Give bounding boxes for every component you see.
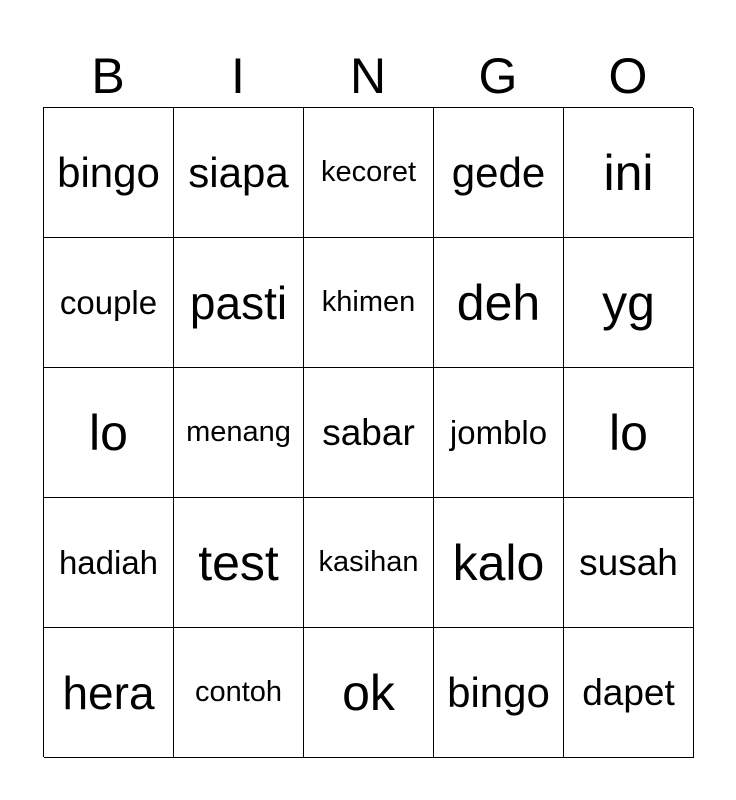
bingo-cell[interactable]: lo — [564, 368, 694, 498]
bingo-header — [43, 44, 693, 108]
bingo-cell[interactable]: bingo — [44, 108, 174, 238]
bingo-cell[interactable]: ini — [564, 108, 694, 238]
bingo-cell[interactable]: hera — [44, 628, 174, 758]
bingo-cell[interactable]: sabar — [304, 368, 434, 498]
bingo-cell[interactable]: yg — [564, 238, 694, 368]
bingo-board — [43, 107, 693, 757]
bingo-cell[interactable]: hadiah — [44, 498, 174, 628]
bingo-cell[interactable]: menang — [174, 368, 304, 498]
header-letter-o: O — [608, 48, 648, 104]
bingo-cell[interactable]: lo — [44, 368, 174, 498]
header-letter-g: G — [478, 48, 518, 104]
bingo-cell[interactable]: susah — [564, 498, 694, 628]
bingo-cell[interactable]: dapet — [564, 628, 694, 758]
bingo-cell[interactable]: khimen — [304, 238, 434, 368]
bingo-cell[interactable]: deh — [434, 238, 564, 368]
bingo-cell[interactable]: kalo — [434, 498, 564, 628]
header-letter-n: N — [349, 48, 387, 104]
bingo-cell[interactable]: gede — [434, 108, 564, 238]
bingo-cell[interactable]: siapa — [174, 108, 304, 238]
bingo-cell[interactable]: jomblo — [434, 368, 564, 498]
bingo-cell[interactable]: kasihan — [304, 498, 434, 628]
header-letter-i: I — [231, 48, 245, 104]
bingo-cell[interactable]: couple — [44, 238, 174, 368]
bingo-cell[interactable]: bingo — [434, 628, 564, 758]
bingo-cell[interactable]: test — [174, 498, 304, 628]
bingo-cell[interactable]: kecoret — [304, 108, 434, 238]
bingo-cell[interactable]: ok — [304, 628, 434, 758]
bingo-cell[interactable]: contoh — [174, 628, 304, 758]
header-letter-b: B — [91, 48, 125, 104]
bingo-cell[interactable]: pasti — [174, 238, 304, 368]
